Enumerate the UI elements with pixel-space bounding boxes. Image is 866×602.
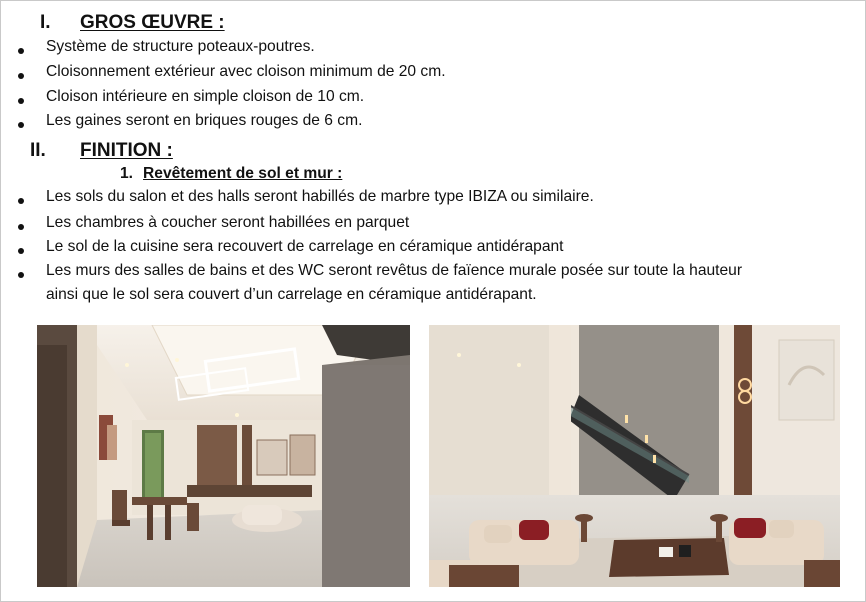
bullet-icon — [18, 198, 24, 204]
bullet-icon — [18, 73, 24, 79]
list-item-text: Cloison intérieure en simple cloison de 10 cm. — [46, 88, 365, 105]
list-item-text: Cloisonnement extérieur avec cloison minimum de 20 cm. — [46, 63, 446, 80]
bullet-icon — [18, 122, 24, 128]
subsection-title: Revêtement de sol et mur : — [143, 165, 343, 182]
list-item-text: Système de structure poteaux-poutres. — [46, 38, 315, 55]
list-item-text: Les murs des salles de bains et des WC seront revêtus de faïence murale posée sur toute la hauteur — [46, 262, 743, 279]
section-2-heading — [30, 140, 173, 162]
section-2-title: FINITION : — [80, 140, 173, 161]
list-item-text: Les gaines seront en briques rouges de 6 cm. — [46, 112, 363, 129]
bullet-icon — [18, 98, 24, 104]
bullet-icon — [18, 248, 24, 254]
list-item-text: Les chambres à coucher seront habillées en parquet — [46, 214, 410, 231]
subsection-number: 1. — [120, 165, 134, 182]
bullet-icon — [18, 48, 24, 54]
subsection-heading — [120, 165, 342, 183]
living-room-render-image — [37, 325, 410, 587]
list-item-text: Le sol de la cuisine sera recouvert de carrelage en céramique antidérapant — [46, 238, 564, 255]
section-1-heading — [40, 12, 225, 34]
list-item-text: ainsi que le sol sera couvert d’un carrelage en céramique antidérapant. — [46, 286, 537, 303]
section-1-title: GROS ŒUVRE : — [80, 12, 225, 33]
section-1-number: I. — [40, 12, 51, 33]
bullet-icon — [18, 272, 24, 278]
lounge-staircase-render-image — [429, 325, 840, 587]
bullet-icon — [18, 224, 24, 230]
list-item-text: Les sols du salon et des halls seront habillés de marbre type IBIZA ou similaire. — [46, 188, 594, 205]
section-2-number: II. — [30, 140, 46, 161]
